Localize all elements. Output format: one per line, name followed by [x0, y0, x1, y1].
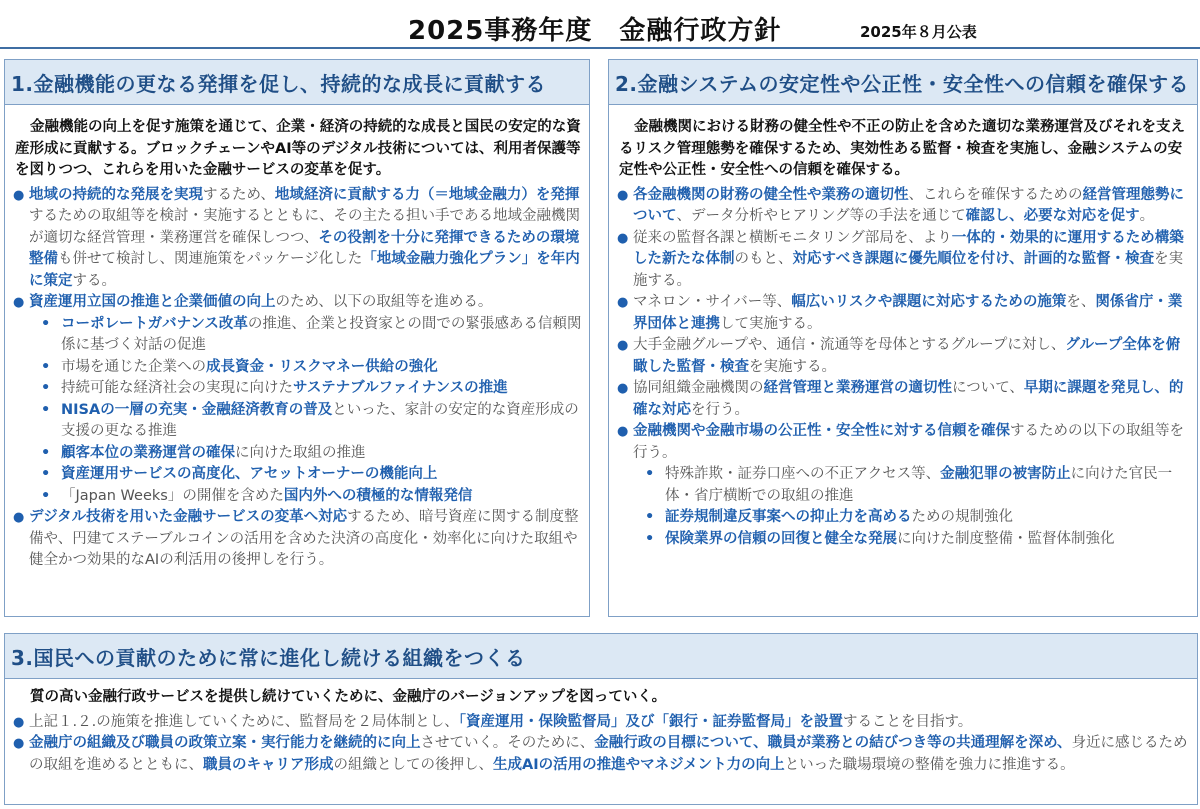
- section-2-heading: 2.金融システムの安定性や公正性・安全性への信頼を確保する: [609, 60, 1197, 105]
- emphasis-text: 「地域金融力強化プラン」を年内に策定: [29, 251, 580, 289]
- sub-bullet-icon: •: [41, 487, 51, 504]
- bullet-icon: ●: [13, 736, 25, 751]
- body-text: 協同組織金融機関の: [633, 380, 764, 396]
- bullet-icon: ●: [617, 424, 629, 439]
- emphasis-text: 「資産運用・保険監督局」及び「銀行・証券監督局」を設置: [458, 713, 843, 730]
- emphasis-text: サステナブルファイナンスの推進: [293, 380, 508, 396]
- body-text: といった、家計の安定的な資産形成の支援の更なる推進: [61, 401, 579, 439]
- emphasis-text: 経営管理態勢について: [633, 186, 1184, 224]
- emphasis-text: グループ全体を俯瞰した監督・検査: [633, 337, 1181, 375]
- emphasis-text: 証券規制違反事案への抑止力を高める: [665, 509, 912, 525]
- body-text: に向けた官民一体・省庁横断での取組の推進: [665, 466, 1173, 504]
- sub-bullet-item: [13, 357, 583, 379]
- sub-bullet-icon: •: [645, 509, 655, 525]
- emphasis-text: 資産運用サービスの高度化、アセットオーナーの機能向上: [61, 466, 438, 482]
- sub-bullet-item: [13, 378, 583, 400]
- sub-bullet-icon: •: [645, 466, 655, 482]
- section-1-heading: 1.金融機能の更なる発揮を促し、持続的な成長に貢献する: [5, 60, 589, 105]
- sub-bullet-item: [617, 529, 1191, 551]
- section-2-intro: 金融機関における財務の健全性や不正の防止を含めた適切な業務運営及びそれを支えるリスク管理態勢を確保するため、実効性ある監督・検査を実施し、金融システムの安定性や公正性・安全性への信頼を確保する。: [619, 119, 1185, 178]
- bullet-icon: ●: [13, 714, 25, 730]
- emphasis-text: 国内外への積極的な情報発信: [283, 487, 473, 504]
- bullet-icon: ●: [617, 338, 629, 353]
- emphasis-text: 資産運用立国の推進と企業価値の向上: [29, 294, 276, 310]
- emphasis-text: その役割を十分に発揮できるための環境整備: [29, 229, 580, 267]
- sub-bullet-item: [617, 507, 1191, 529]
- emphasis-text: 幅広いリスクや課題に対応するための施策: [791, 294, 1067, 310]
- body-text: 上記１.２.の施策を推進していくために、監督局を２局体制とし、: [29, 713, 459, 730]
- body-text: するための以下の取組等を行う。: [633, 423, 1184, 461]
- sub-bullet-icon: •: [41, 358, 51, 375]
- body-text: 。: [1139, 208, 1155, 224]
- bullet-icon: ●: [617, 230, 629, 246]
- publication-date: 2025年８月公表: [860, 23, 977, 41]
- sub-bullet-item: [13, 486, 583, 508]
- body-text: といった職場環境の整備を強力に推進する。: [784, 756, 1075, 773]
- body-text: に向けた取組の推進: [235, 444, 366, 461]
- emphasis-text: デジタル技術を用いた金融サービスの変革へ対応: [29, 509, 348, 525]
- emphasis-text: NISAの一層の充実・金融経済教育の普及: [61, 401, 333, 418]
- bullet-icon: ●: [617, 187, 629, 203]
- emphasis-text: 金融機関や金融市場の公正性・安全性に対する信頼を確保: [633, 423, 1010, 439]
- sub-bullet-item: [617, 464, 1191, 507]
- section-3-heading: 3.国民への貢献のために常に進化し続ける組織をつくる: [5, 634, 1197, 679]
- emphasis-text: 経営管理と業務運営の適切性: [763, 380, 952, 396]
- page-header: [0, 0, 1200, 44]
- bullet-item: [13, 712, 1191, 734]
- bullet-item: [617, 335, 1191, 378]
- section-1-box: [4, 59, 590, 617]
- bullet-item: [13, 507, 583, 572]
- body-text: も併せて検討し、関連施策をパッケージ化した: [58, 251, 363, 267]
- body-text: の推進、企業と投資家との間での緊張感ある信頼関係に基づく対話の促進: [61, 315, 582, 353]
- sub-bullet-icon: •: [41, 380, 51, 396]
- emphasis-text: 保険業界の信頼の回復と健全な発展: [665, 530, 897, 547]
- body-text: するため、暗号資産に関する制度整備や、円建てステーブルコインの活用を含めた決済の高度化・効率化に向けた取組や健全かつ効果的なAIの利活用の後押しを行う。: [29, 509, 579, 568]
- emphasis-text: 確認し、必要な対応を促す: [965, 208, 1140, 224]
- body-text: マネロン・サイバー等、: [633, 294, 792, 310]
- bullet-icon: ●: [617, 295, 629, 310]
- section-3-box: [4, 633, 1198, 805]
- emphasis-text: 金融庁の組織及び職員の政策立案・実行能力を継続的に向上: [29, 735, 421, 751]
- body-text: ための規制強化: [911, 509, 1013, 525]
- sub-bullet-icon: •: [41, 444, 51, 461]
- bullet-item: [617, 378, 1191, 421]
- emphasis-text: 対応すべき課題に優先順位を付け、計画的な監督・検査: [792, 251, 1155, 267]
- bullet-item: [617, 228, 1191, 293]
- emphasis-text: 金融行政の目標について、職員が業務との結びつき等の共通理解を深め、: [594, 735, 1072, 751]
- bullet-item: [617, 185, 1191, 228]
- body-text: 特殊詐欺・証券口座への不正アクセス等、: [665, 466, 941, 482]
- bullet-item: [617, 421, 1191, 464]
- body-text: するため、: [203, 186, 275, 203]
- emphasis-text: 生成AIの活用の推進やマネジメント力の向上: [493, 756, 785, 773]
- sub-bullet-item: [13, 443, 583, 465]
- body-text: 「Japan Weeks」の開催を含めた: [61, 487, 284, 504]
- body-text: 市場を通じた企業への: [61, 358, 206, 375]
- page-title: 2025事務年度 金融行政方針: [408, 16, 782, 46]
- body-text: を実施する。: [633, 251, 1184, 289]
- emphasis-text: コーポレートガバナンス改革: [61, 315, 248, 332]
- body-text: の組織としての後押し、: [333, 756, 493, 773]
- bullet-icon: ●: [13, 187, 25, 203]
- body-text: 、これらを確保するための: [908, 186, 1083, 203]
- body-text: 従来の監督各課と横断モニタリング部局を、より: [633, 229, 952, 246]
- section-1-list: [5, 185, 589, 572]
- sub-bullet-icon: •: [41, 315, 51, 332]
- body-text: させていく。そのために、: [420, 735, 595, 751]
- sub-bullet-item: [13, 314, 583, 357]
- emphasis-text: 地域経済に貢献する力（＝地域金融力）を発揮: [274, 186, 580, 203]
- body-text: を、: [1066, 294, 1096, 310]
- body-text: して実施する。: [720, 315, 822, 332]
- sub-bullet-icon: •: [41, 401, 51, 418]
- body-text: に向けた制度整備・監督体制強化: [897, 530, 1115, 547]
- body-text: 持続可能な経済社会の実現に向けた: [61, 380, 293, 396]
- emphasis-text: 早期に課題を発見し、的確な対応: [633, 380, 1184, 418]
- section-1-intro: 金融機能の向上を促す施策を通じて、企業・経済の持続的な成長と国民の安定的な資産形成に貢献する。ブロックチェーンやAI等のデジタル技術については、利用者保護等を図りつつ、これらを用いた金融サービスの変革を促す。: [15, 119, 581, 178]
- body-text: 身近に感じるための取組を進めるとともに、: [29, 735, 1188, 773]
- body-text: のもと、: [734, 251, 793, 267]
- body-text: する。: [72, 272, 116, 289]
- body-text: するための取組等を検討・実施するとともに、その主たる担い手である地域金融機関が適切な経営管理・業務運営を確保しつつ、: [29, 208, 580, 246]
- section-2-list: [609, 185, 1197, 551]
- bullet-item: [13, 185, 583, 293]
- sub-bullet-icon: •: [645, 530, 655, 547]
- header-divider: [0, 47, 1200, 49]
- emphasis-text: 各金融機関の財務の健全性や業務の適切性: [633, 186, 909, 203]
- section-3-list: [5, 712, 1197, 777]
- sub-bullet-item: [13, 400, 583, 443]
- sub-bullet-icon: •: [41, 466, 51, 482]
- body-text: 、データ分析やヒアリング等の手法を通じて: [676, 208, 966, 224]
- section-3-intro: 質の高い金融行政サービスを提供し続けていくために、金融庁のバージョンアップを図っていく。: [30, 689, 667, 705]
- body-text: 大手金融グループや、通信・流通等を母体とするグループに対し、: [633, 337, 1066, 353]
- body-text: を実施する。: [749, 358, 836, 375]
- emphasis-text: 職員のキャリア形成: [203, 756, 334, 773]
- bullet-item: [13, 292, 583, 314]
- sub-bullet-item: [13, 464, 583, 486]
- emphasis-text: 顧客本位の業務運営の確保: [61, 444, 235, 461]
- body-text: することを目指す。: [842, 713, 973, 730]
- bullet-item: [617, 292, 1191, 335]
- bullet-icon: ●: [617, 381, 629, 396]
- emphasis-text: 一体的・効果的に運用するため構築した新たな体制: [633, 229, 1184, 267]
- emphasis-text: 成長資金・リスクマネー供給の強化: [206, 358, 438, 375]
- bullet-item: [13, 733, 1191, 776]
- body-text: のため、以下の取組等を進める。: [275, 294, 493, 310]
- emphasis-text: 金融犯罪の被害防止: [940, 466, 1071, 482]
- emphasis-text: 地域の持続的な発展を実現: [29, 186, 203, 203]
- bullet-icon: ●: [13, 295, 25, 310]
- section-2-box: [608, 59, 1198, 617]
- body-text: について、: [952, 380, 1024, 396]
- body-text: を行う。: [691, 401, 749, 418]
- bullet-icon: ●: [13, 510, 25, 525]
- emphasis-text: 関係省庁・業界団体と連携: [633, 294, 1183, 332]
